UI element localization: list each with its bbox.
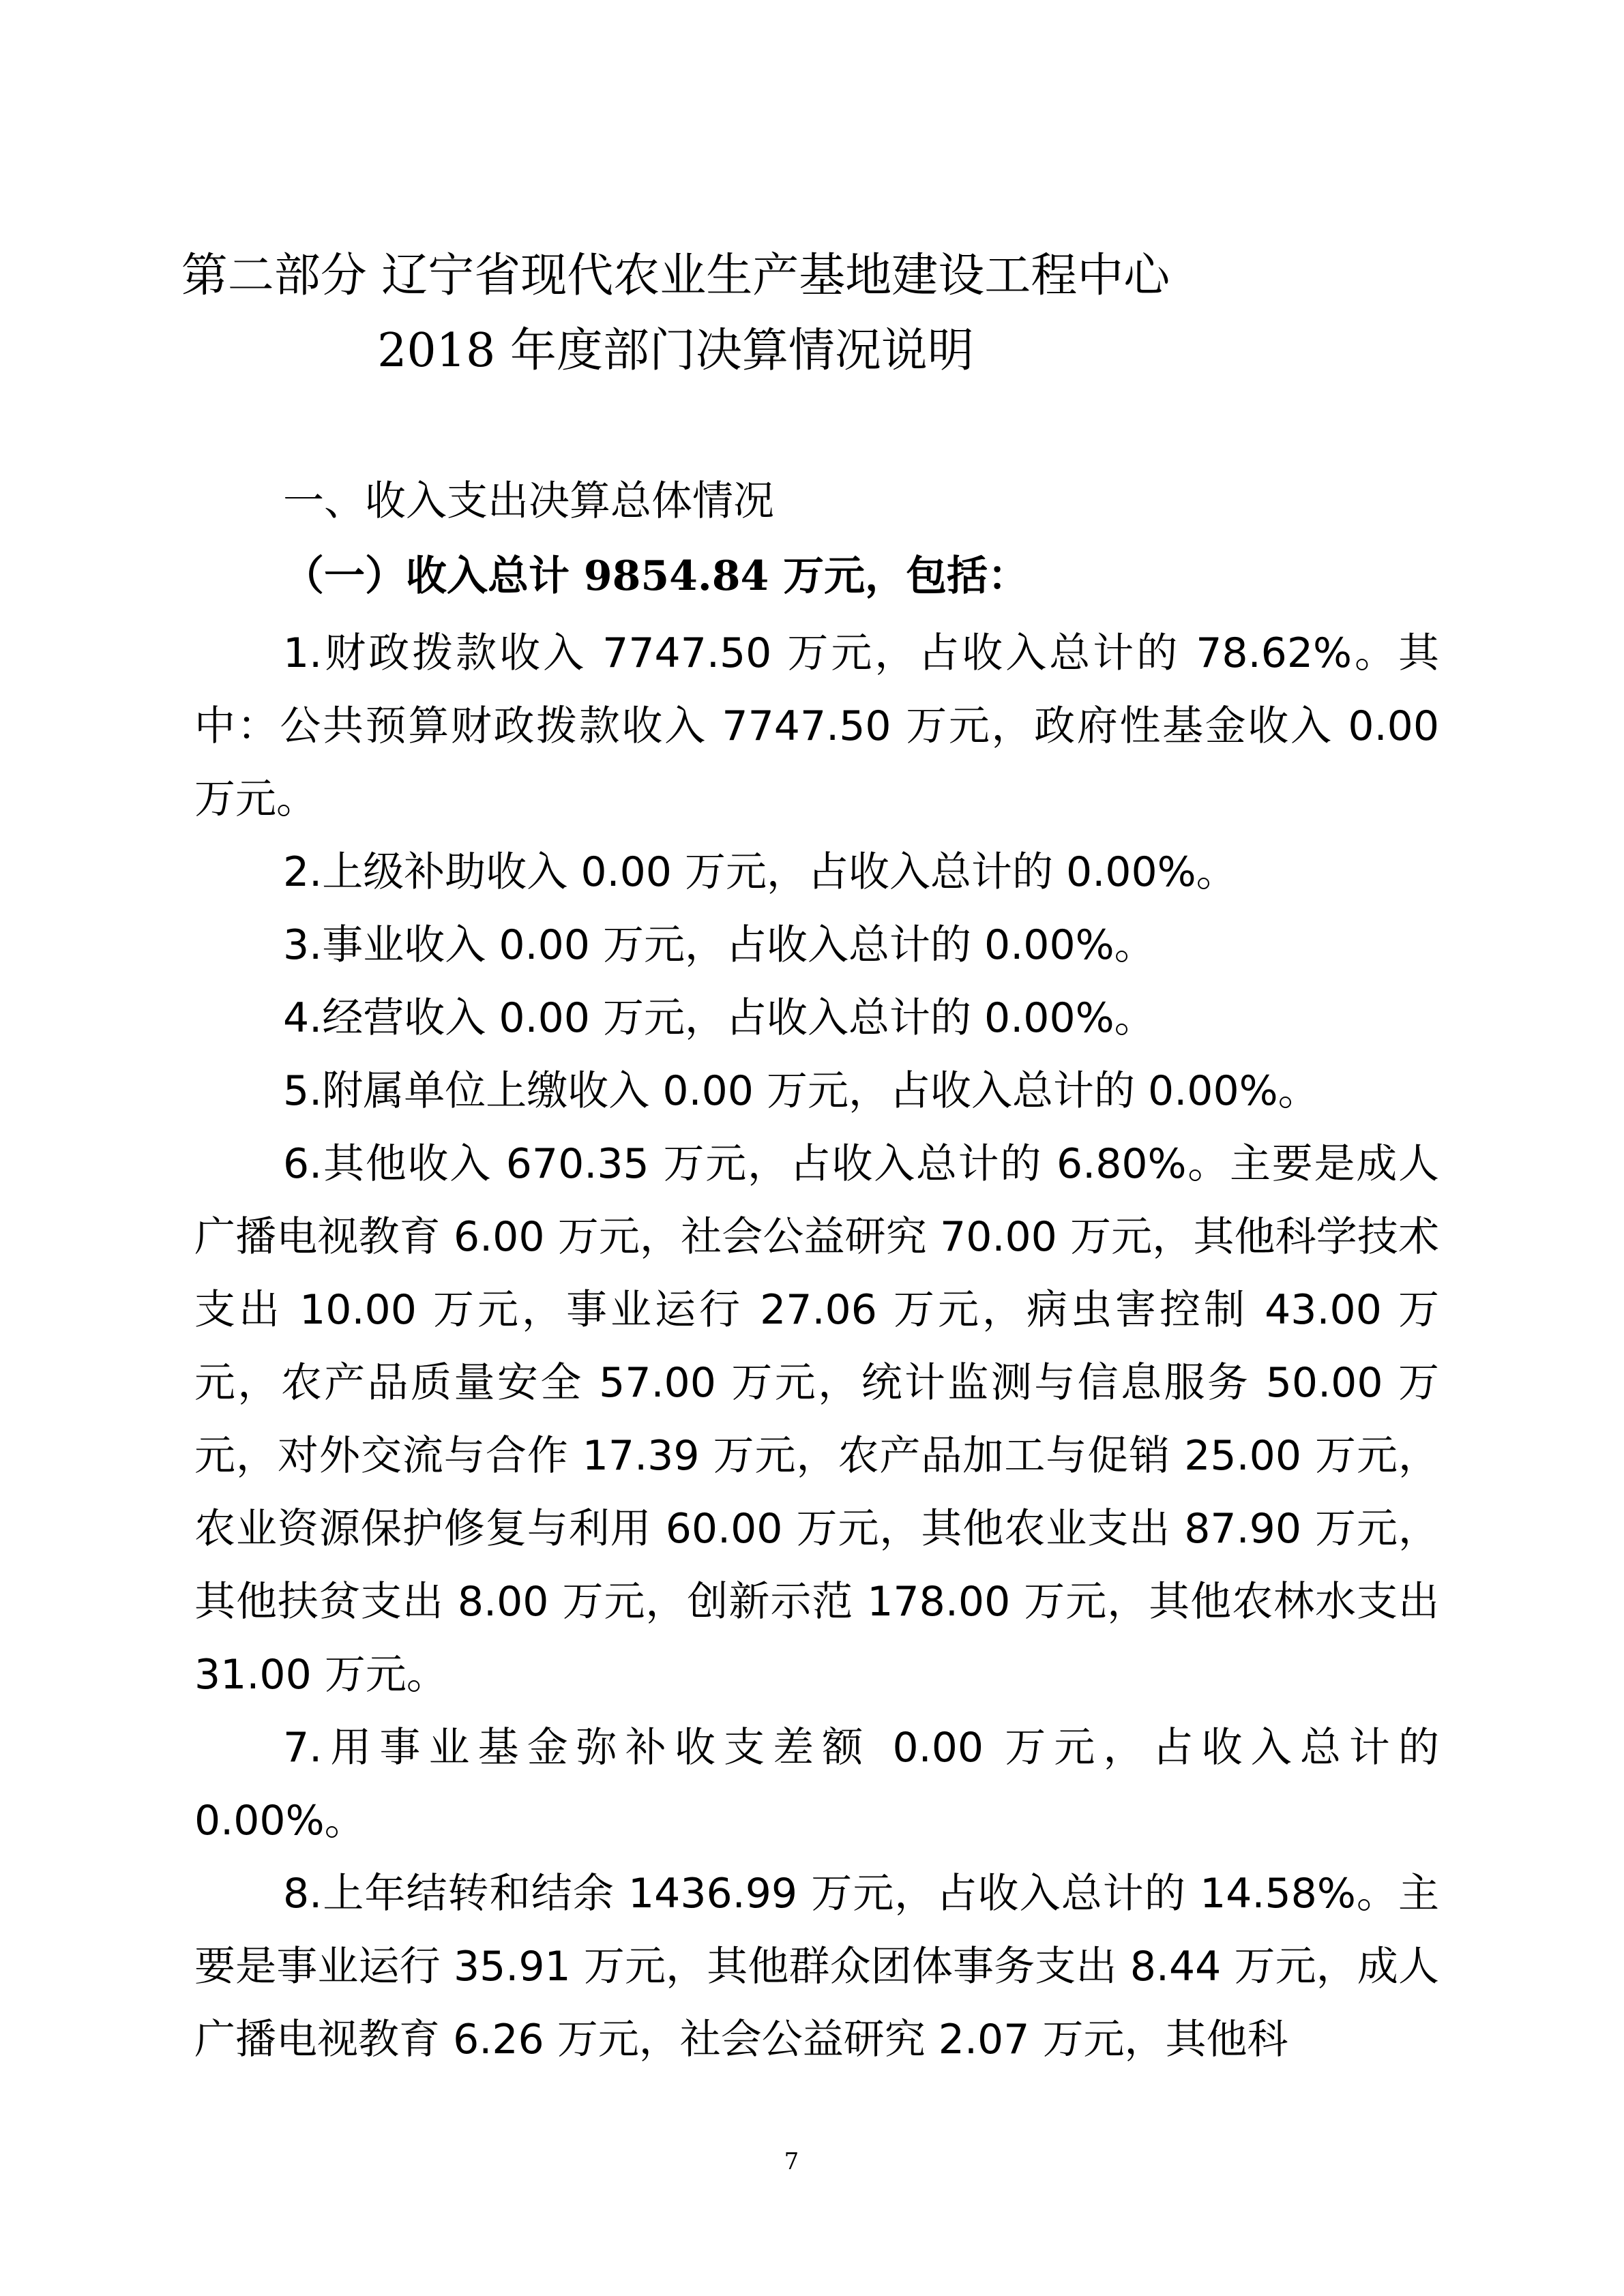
paragraph-superior-subsidy: 2.上级补助收入 0.00 万元，占收入总计的 0.00%。 <box>283 848 1237 896</box>
document-body <box>194 617 1439 2076</box>
paragraph-business-income: 3.事业收入 0.00 万元，占收入总计的 0.00%。 <box>283 921 1155 969</box>
paragraph-carryover: 8.上年结转和结余 1436.99 万元，占收入总计的 14.58%。主要是事业运行 35.91 万元，其他群众团体事务支出 8.44 万元，成人广播电视教育 6.26 万元，社会公益研究 2.07 万元，其他科 <box>194 1870 1439 2063</box>
section-heading: 一、收入支出决算总体情况 <box>283 477 774 525</box>
paragraph-operating-income: 4.经营收入 0.00 万元，占收入总计的 0.00%。 <box>283 994 1155 1042</box>
paragraph-other-income: 6.其他收入 670.35 万元，占收入总计的 6.80%。主要是成人广播电视教育 6.00 万元，社会公益研究 70.00 万元，其他科学技术支出 10.00 万元，事业运行 27.06 万元，病虫害控制 43.00 万元，农产品质量安全 57.00 万元，统计监测与信息服务 50.00 万元，对外交流与合作 17.39 万元，农产品加工与促销 25.00 万元，农业资源保护修复与利用 60.00 万元，其他农业支出 87.90 万元，其他扶贫支出 8.00 万元，创新示范 178.00 万元，其他农林水支出 31.00 万元。 <box>194 1140 1439 1699</box>
paragraph-affiliated-unit-income: 5.附属单位上缴收入 0.00 万元，占收入总计的 0.00%。 <box>283 1067 1319 1115</box>
document-title-line-1: 第二部分 辽宁省现代农业生产基地建设工程中心 <box>181 249 1170 303</box>
paragraph-fiscal-appropriation: 1.财政拨款收入 7747.50 万元，占收入总计的 78.62%。其中：公共预算财政拨款收入 7747.50 万元，政府性基金收入 0.00 万元。 <box>194 629 1439 823</box>
sub-heading: （一）收入总计 9854.84 万元，包括： <box>283 552 1029 600</box>
page-number: 7 <box>784 2148 799 2175</box>
document-title-line-2: 2018 年度部门决算情况说明 <box>377 324 974 378</box>
paragraph-business-fund: 7.用事业基金弥补收支差额 0.00 万元，占收入总计的 0.00%。 <box>194 1724 1439 1845</box>
